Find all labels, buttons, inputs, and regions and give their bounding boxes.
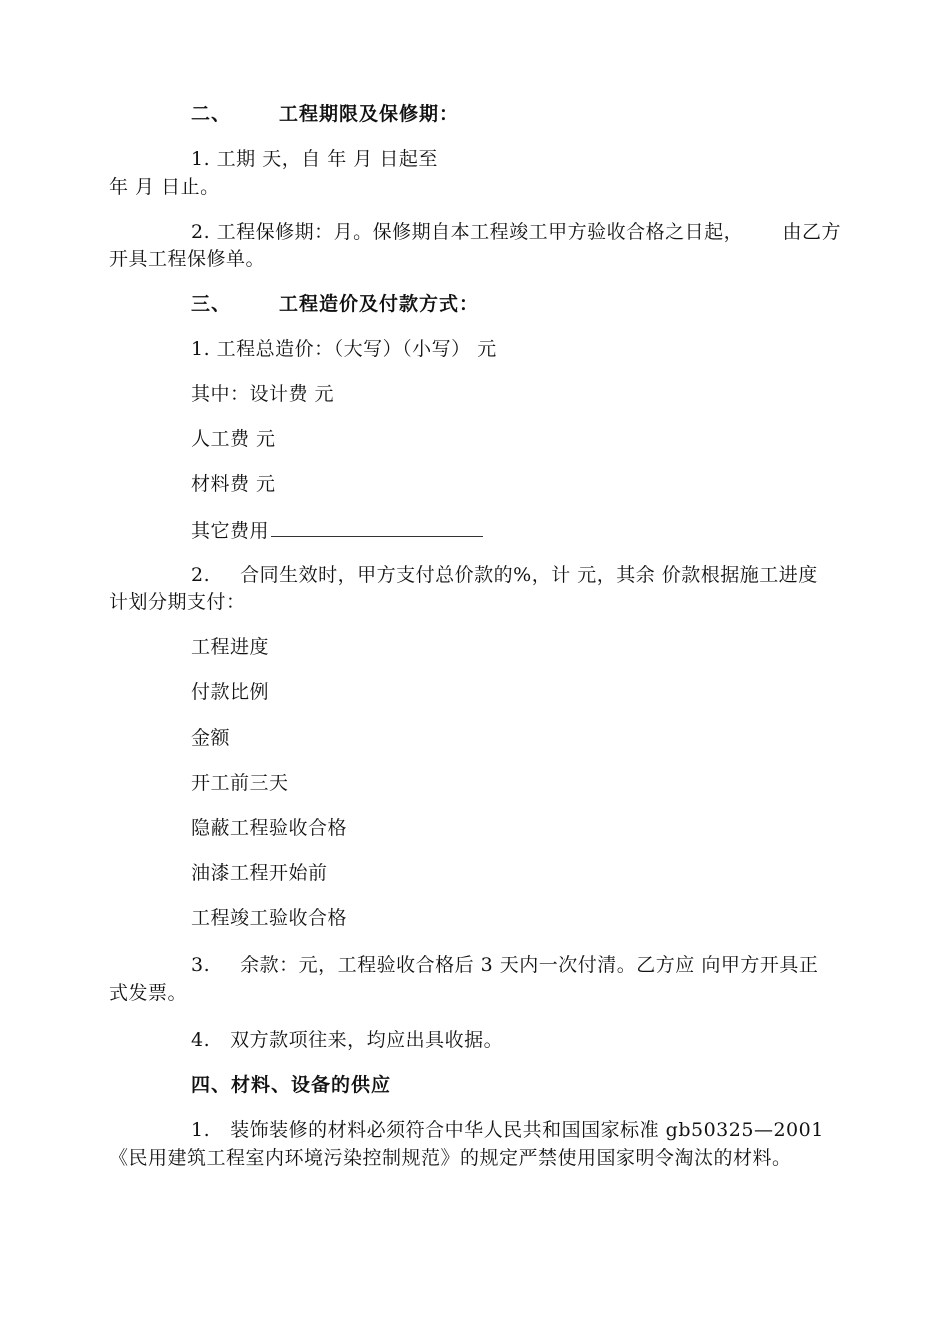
- section-2-heading: [191, 102, 459, 126]
- s2-item2-line1: [191, 220, 841, 244]
- s3-item4: [191, 1028, 503, 1052]
- s3-item1: 1. 工程总造价：（大写）（小写） 元: [191, 338, 497, 360]
- schedule-item: 付款比例: [191, 681, 270, 703]
- section-3-title: 工程造价及付款方式：: [279, 293, 480, 315]
- s2-item2-text-b: 由乙方: [782, 221, 841, 243]
- section-2-title: 工程期限及保修期：: [279, 103, 460, 125]
- section-3-number: 三、: [191, 293, 232, 315]
- s3-item3-number: 3.: [191, 954, 211, 976]
- s2-item2-text-a: 2. 工程保修期：月。保修期自本工程竣工甲方验收合格之日起，: [191, 221, 744, 243]
- s3-labor-fee: 人工费 元: [191, 428, 276, 450]
- schedule-item: 工程竣工验收合格: [191, 907, 348, 929]
- schedule-item: 油漆工程开始前: [191, 862, 328, 884]
- s3-item2-text: 合同生效时，甲方支付总价款的%，计 元，其余 价款根据施工进度: [240, 564, 818, 586]
- s4-item1-line1: [191, 1118, 824, 1142]
- s3-item3-line2: 式发票。: [109, 982, 188, 1004]
- s3-material-fee: 材料费 元: [191, 473, 276, 495]
- schedule-item: 开工前三天: [191, 772, 289, 794]
- s3-item2-number: 2.: [191, 564, 211, 586]
- s4-item1-line2: 《民用建筑工程室内环境污染控制规范》的规定严禁使用国家明令淘汰的材料。: [109, 1147, 792, 1169]
- s3-item2-line2: 计划分期支付：: [109, 591, 246, 613]
- section-3-heading: [191, 292, 479, 316]
- section-4-heading: 四、材料、设备的供应: [191, 1074, 392, 1096]
- s2-item1-line1: 1. 工期 天，自 年 月 日起至: [191, 148, 438, 170]
- s3-other-fee: [191, 518, 483, 543]
- s3-item4-text: 双方款项往来，均应出具收据。: [230, 1029, 504, 1051]
- s4-item1-number: 1.: [191, 1119, 211, 1141]
- s2-item1-line2: 年 月 日止。: [109, 176, 220, 198]
- s2-item2-line2: 开具工程保修单。: [109, 248, 266, 270]
- s3-item3-text: 余款：元，工程验收合格后 3 天内一次付清。乙方应 向甲方开具正: [240, 954, 819, 976]
- s3-design-fee: 其中：设计费 元: [191, 383, 335, 405]
- s4-item1-text: 装饰装修的材料必须符合中华人民共和国国家标准 gb50325—2001: [230, 1119, 824, 1141]
- schedule-item: 金额: [191, 727, 231, 749]
- other-fee-blank: [271, 518, 483, 537]
- schedule-item: 工程进度: [191, 636, 270, 658]
- s3-item2-line1: [191, 563, 841, 587]
- section-2-number: 二、: [191, 103, 232, 125]
- s3-item3-line1: [191, 953, 818, 977]
- s3-other-fee-label: 其它费用: [191, 520, 270, 542]
- schedule-item: 隐蔽工程验收合格: [191, 817, 348, 839]
- s3-item4-number: 4.: [191, 1029, 211, 1051]
